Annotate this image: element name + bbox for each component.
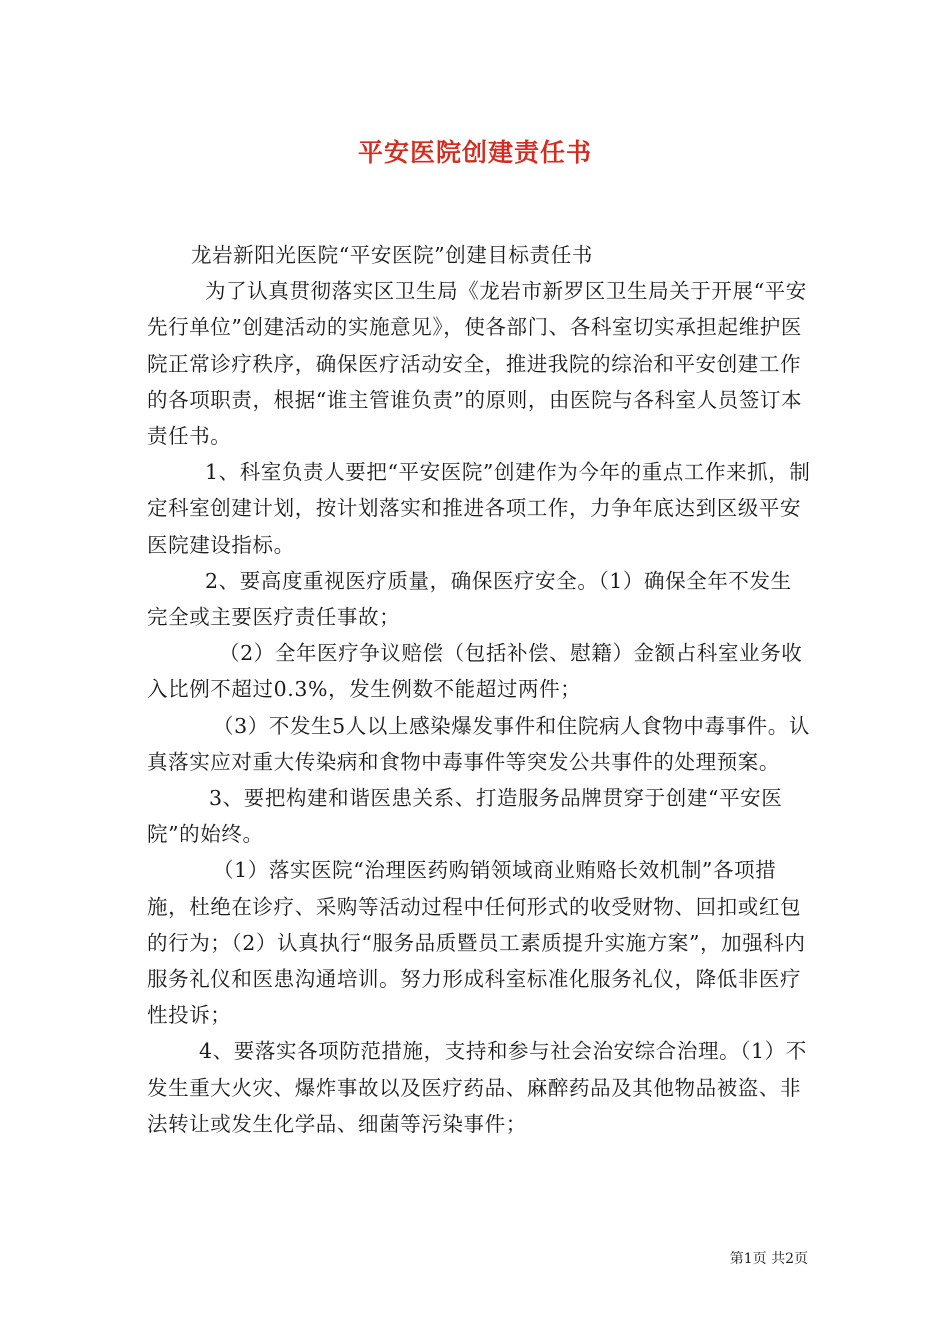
paragraph-item-4: 4、要落实各项防范措施，支持和参与社会治安综合治理。（1）不发生重大火灾、爆炸事故以及医疗药品、麻醉药品及其他物品被盗、非法转让或发生化学品、细菌等污染事件；: [147, 1039, 807, 1136]
paragraph-item-3-sub: （1）落实医院“治理医药购销领域商业贿赂长效机制”各项措施，杜绝在诊疗、采购等活动过程中任何形式的收受财物、回扣或红包的行为；（2）认真执行“服务品质暨员工素质提升实施方案”，加强科内服务礼仪和医患沟通培训。努力形成科室标准化服务礼仪，降低非医疗性投诉；: [147, 858, 806, 1028]
paragraph-heading: 龙岩新阳光医院“平安医院”创建目标责任书: [191, 243, 593, 267]
document-body: [147, 237, 812, 1142]
paragraph-intro: 为了认真贯彻落实区卫生局《龙岩市新罗区卫生局关于开展“平安先行单位”创建活动的实施意见》，使各部门、各科室切实承担起维护医院正常诊疗秩序，确保医疗活动安全，推进我院的综治和平安创建工作的各项职责，根据“谁主管谁负责”的原则，由医院与各科室人员签订本责任书。: [147, 279, 807, 449]
page-title: 平安医院创建责任书: [357, 138, 592, 167]
paragraph-item-2: 2、要高度重视医疗质量，确保医疗安全。（1）确保全年不发生完全或主要医疗责任事故；: [147, 568, 792, 630]
page-number: 第1页 共2页: [729, 1251, 808, 1267]
paragraph-item-1: 1、科室负责人要把“平安医院”创建作为今年的重点工作来抓，制定科室创建计划，按计划落实和推进各项工作，力争年底达到区级平安医院建设指标。: [147, 460, 811, 557]
paragraph-item-3: 3、要把构建和谐医患关系、打造服务品牌贯穿于创建“平安医院”的始终。: [147, 786, 783, 847]
paragraph-item-2-sub-2: （2）全年医疗争议赔偿（包括补偿、慰籍）金额占科室业务收入比例不超过0.3%，发生例数不能超过两件；: [147, 641, 803, 702]
paragraph-item-2-sub-3: （3）不发生5人以上感染爆发事件和住院病人食物中毒事件。认真落实应对重大传染病和食物中毒事件等突发公共事件的处理预案。: [147, 713, 810, 774]
